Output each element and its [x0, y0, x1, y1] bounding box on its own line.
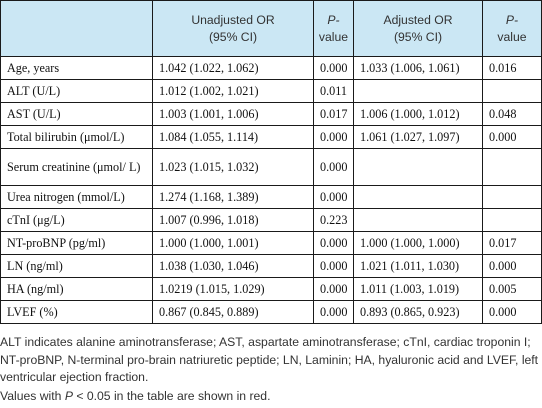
significance-p-symbol: P: [64, 389, 73, 403]
header-unadjusted-or: [153, 1, 314, 57]
unadjusted-p-cell: 0.000: [314, 126, 354, 149]
header-variable-cell: [1, 1, 153, 57]
unadjusted-p-cell: 0.017: [314, 103, 354, 126]
significance-suffix: < 0.05 in the table are shown in red.: [72, 389, 271, 403]
adjusted-p-cell: 0.000: [483, 126, 542, 149]
header-p-value-adjusted: [483, 1, 542, 57]
variable-cell: Serum creatinine (μmol/ L): [1, 149, 153, 186]
header-unadjusted-ci-label: (95% CI): [208, 29, 258, 44]
adjusted-or-cell: 1.000 (1.000, 1.000): [354, 232, 483, 255]
adjusted-or-cell: 1.061 (1.027, 1.097): [354, 126, 483, 149]
unadjusted-p-cell: 0.000: [314, 278, 354, 301]
unadjusted-or-cell: 1.023 (1.015, 1.032): [153, 149, 314, 186]
table-row: [1, 301, 542, 324]
adjusted-or-cell: 1.021 (1.011, 1.030): [354, 255, 483, 278]
variable-cell: LVEF (%): [1, 301, 153, 324]
adjusted-or-cell: 1.033 (1.006, 1.061): [354, 57, 483, 80]
variable-cell: cTnI (μg/L): [1, 209, 153, 232]
table-row: [1, 186, 542, 209]
unadjusted-p-cell: 0.000: [314, 232, 354, 255]
unadjusted-or-cell: 1.274 (1.168, 1.389): [153, 186, 314, 209]
adjusted-p-cell: 0.000: [483, 301, 542, 324]
unadjusted-or-cell: 1.000 (1.000, 1.001): [153, 232, 314, 255]
header-p-value-unadjusted: [314, 1, 354, 57]
header-value-label: value: [497, 29, 527, 44]
adjusted-p-cell: [483, 149, 542, 186]
variable-cell: NT-proBNP (pg/ml): [1, 232, 153, 255]
unadjusted-p-cell: 0.000: [314, 186, 354, 209]
unadjusted-or-cell: 1.084 (1.055, 1.114): [153, 126, 314, 149]
variable-cell: HA (ng/ml): [1, 278, 153, 301]
adjusted-or-cell: [354, 186, 483, 209]
unadjusted-p-cell: 0.223: [314, 209, 354, 232]
variable-cell: LN (ng/ml): [1, 255, 153, 278]
adjusted-or-cell: 1.006 (1.000, 1.012): [354, 103, 483, 126]
unadjusted-or-cell: 1.0219 (1.015, 1.029): [153, 278, 314, 301]
table-row: [1, 126, 542, 149]
table-header: [1, 1, 542, 57]
adjusted-p-cell: 0.000: [483, 255, 542, 278]
adjusted-p-cell: [483, 209, 542, 232]
adjusted-or-cell: 1.011 (1.003, 1.019): [354, 278, 483, 301]
adjusted-or-cell: 0.893 (0.865, 0.923): [354, 301, 483, 324]
header-value-label: value: [318, 29, 349, 44]
adjusted-p-cell: 0.016: [483, 57, 542, 80]
table-row: [1, 232, 542, 255]
table-row: [1, 209, 542, 232]
table-row: [1, 255, 542, 278]
adjusted-or-cell: [354, 80, 483, 103]
unadjusted-p-cell: 0.011: [314, 80, 354, 103]
adjusted-or-cell: [354, 149, 483, 186]
variable-cell: ALT (U/L): [1, 80, 153, 103]
variable-cell: AST (U/L): [1, 103, 153, 126]
header-unadjusted-or-label: Unadjusted OR: [191, 12, 275, 27]
abbreviations-footnote: ALT indicates alanine aminotransferase; AST, aspartate aminotransferase; cTnI, cardiac troponin I; NT-proBNP, N-terminal pro-brain natriuretic peptide; LN, Laminin; HA, hyaluronic acid and LVEF, left ventricular ejection fraction.: [0, 335, 539, 384]
table-body: [1, 57, 542, 324]
variable-cell: Age, years: [1, 57, 153, 80]
unadjusted-p-cell: 0.000: [314, 301, 354, 324]
unadjusted-or-cell: 1.003 (1.001, 1.006): [153, 103, 314, 126]
adjusted-p-cell: 0.017: [483, 232, 542, 255]
adjusted-or-cell: [354, 209, 483, 232]
unadjusted-or-cell: 1.012 (1.002, 1.021): [153, 80, 314, 103]
header-adjusted-or: [354, 1, 483, 57]
unadjusted-p-cell: 0.000: [314, 57, 354, 80]
header-p-label: P-: [505, 12, 519, 27]
significance-footnote: [0, 388, 542, 406]
variable-cell: Urea nitrogen (mmol/L): [1, 186, 153, 209]
adjusted-p-cell: [483, 186, 542, 209]
table-row: [1, 57, 542, 80]
table-row: [1, 103, 542, 126]
unadjusted-or-cell: 1.038 (1.030, 1.046): [153, 255, 314, 278]
significance-prefix: Values with: [0, 389, 65, 403]
unadjusted-or-cell: 1.007 (0.996, 1.018): [153, 209, 314, 232]
adjusted-p-cell: 0.048: [483, 103, 542, 126]
adjusted-p-cell: [483, 80, 542, 103]
header-p-label: P-: [327, 12, 340, 27]
unadjusted-or-cell: 0.867 (0.845, 0.889): [153, 301, 314, 324]
table-row: [1, 80, 542, 103]
adjusted-p-cell: 0.005: [483, 278, 542, 301]
table-row: [1, 149, 542, 186]
header-adjusted-or-label: Adjusted OR: [383, 12, 453, 27]
table-row: [1, 278, 542, 301]
header-adjusted-ci-label: (95% CI): [393, 29, 443, 44]
unadjusted-p-cell: 0.000: [314, 255, 354, 278]
variable-cell: Total bilirubin (μmol/L): [1, 126, 153, 149]
unadjusted-or-cell: 1.042 (1.022, 1.062): [153, 57, 314, 80]
header-row: [1, 1, 542, 57]
unadjusted-p-cell: 0.000: [314, 149, 354, 186]
